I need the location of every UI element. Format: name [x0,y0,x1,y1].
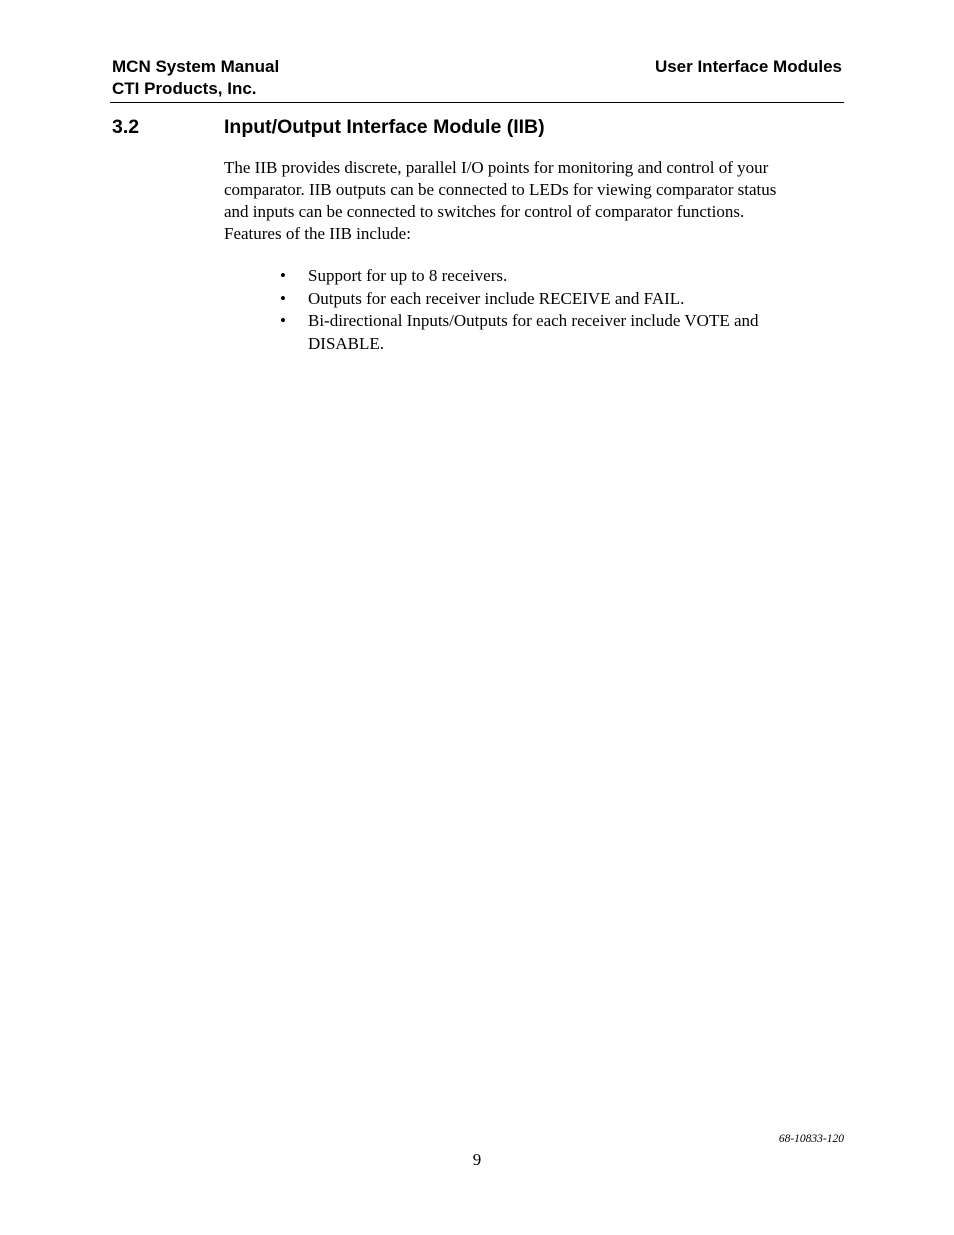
document-number: 68-10833-120 [778,1133,844,1145]
bullet-icon: • [280,311,286,330]
bullet-icon: • [280,288,286,308]
running-header-left [112,56,279,100]
list-item-text: Support for up to 8 receivers. [308,266,508,285]
running-header-right: User Interface Modules [654,57,842,76]
list-item-text: DISABLE. [308,333,385,353]
list-item [280,265,840,288]
section-number: 3.2 [112,116,140,138]
page-number: 9 [472,1150,482,1169]
intro-line: comparator. IIB outputs can be connected to LEDs for viewing comparator status [224,180,777,199]
intro-line: and inputs can be connected to switches for control of comparator functions. [224,202,745,221]
list-item [280,310,840,355]
list-item-text: Outputs for each receiver include RECEIVE and FAIL. [308,288,685,308]
bullet-icon: • [280,266,286,285]
manual-title: MCN System Manual [112,57,280,76]
header-divider [110,102,844,103]
list-item-text: Bi-directional Inputs/Outputs for each receiver include VOTE and [308,311,759,330]
list-item [280,288,840,311]
intro-paragraph [224,157,844,245]
intro-line: Features of the IIB include: [224,224,411,243]
section-title: Input/Output Interface Module (IIB) [224,116,545,138]
intro-line: The IIB provides discrete, parallel I/O points for monitoring and control of your [224,158,769,177]
company-name: CTI Products, Inc. [112,79,257,98]
features-list [280,265,840,355]
